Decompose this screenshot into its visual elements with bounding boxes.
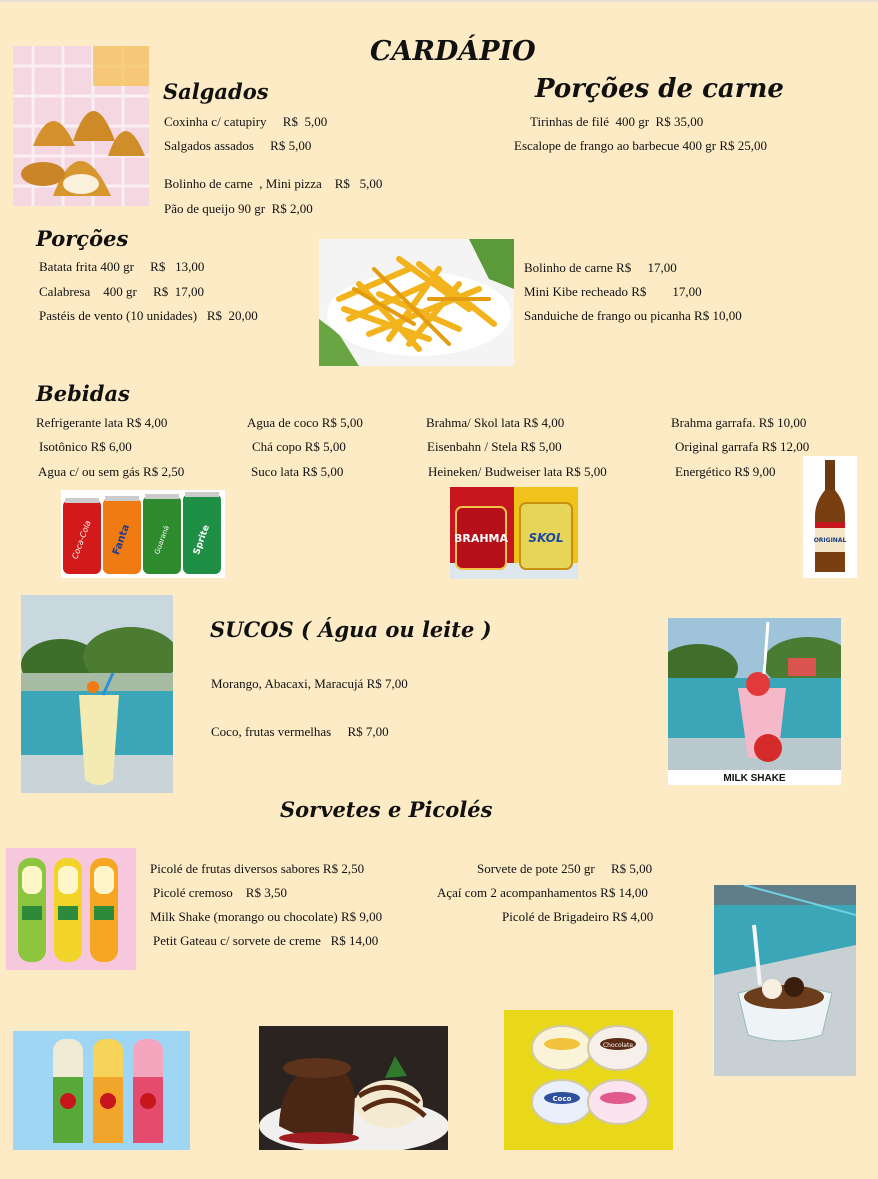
salgados-item: Bolinho de carne , Mini pizza R$ 5,00 xyxy=(164,176,383,191)
popsicles-pink-image xyxy=(6,848,136,970)
beer-cans-image xyxy=(450,487,578,579)
salgados-item: Coxinha c/ catupiry R$ 5,00 xyxy=(164,114,328,129)
sucos-item: Morango, Abacaxi, Maracujá R$ 7,00 xyxy=(211,676,408,691)
pot-label-coco: Coco xyxy=(552,1095,572,1103)
popsicles-blue-image xyxy=(13,1031,190,1150)
can-label-sprite: Sprite xyxy=(192,523,212,557)
beer-bottle-image xyxy=(803,456,857,578)
bebidas-item: Eisenbahn / Stela R$ 5,00 xyxy=(427,439,562,454)
porcoes-item: Mini Kibe recheado R$ 17,00 xyxy=(524,284,702,299)
can-label-coca: Coca-Cola xyxy=(70,519,93,561)
bottle-label: ORIGINAL xyxy=(813,537,847,544)
sorvetes-heading: Sorvetes e Picolés xyxy=(280,797,493,822)
milkshake-image xyxy=(668,618,841,785)
beer-label-skol: SKOL xyxy=(528,531,564,545)
porcoes-item: Sanduiche de frango ou picanha R$ 10,00 xyxy=(524,308,742,323)
can-label-guarana: Guaraná xyxy=(153,524,171,556)
salgados-item: Pão de queijo 90 gr R$ 2,00 xyxy=(164,201,313,216)
sorvetes-item: Petit Gateau c/ sorvete de creme R$ 14,00 xyxy=(153,933,379,948)
beer-label-brahma: BRAHMA xyxy=(453,532,509,545)
milkshake-caption: MILK SHAKE xyxy=(723,773,786,784)
bebidas-item: Heineken/ Budweiser lata R$ 5,00 xyxy=(428,464,607,479)
bebidas-item: Refrigerante lata R$ 4,00 xyxy=(36,415,168,430)
porcoes-item: Bolinho de carne R$ 17,00 xyxy=(524,260,677,275)
soda-cans-image xyxy=(61,490,225,578)
top-border xyxy=(0,0,878,2)
bebidas-item: Suco lata R$ 5,00 xyxy=(251,464,344,479)
sorvetes-item: Picolé de frutas diversos sabores R$ 2,50 xyxy=(150,861,365,876)
sorvetes-item: Sorvete de pote 250 gr R$ 5,00 xyxy=(477,861,653,876)
ice-cream-pots-image xyxy=(504,1010,673,1150)
sorvetes-item: Picolé de Brigadeiro R$ 4,00 xyxy=(502,909,654,924)
salgados-item: Salgados assados R$ 5,00 xyxy=(164,138,312,153)
porcoes-item: Calabresa 400 gr R$ 17,00 xyxy=(39,284,205,299)
petit-gateau-image xyxy=(259,1026,448,1150)
bebidas-item: Brahma/ Skol lata R$ 4,00 xyxy=(426,415,565,430)
pot-label-chocolate: Chocolate xyxy=(602,1042,634,1049)
porcoes-item: Pastéis de vento (10 unidades) R$ 20,00 xyxy=(39,308,258,323)
porcoes-carne-heading: Porções de carne xyxy=(535,74,784,104)
sorvetes-item: Picolé cremoso R$ 3,50 xyxy=(153,885,287,900)
sorvetes-item: Milk Shake (morango ou chocolate) R$ 9,00 xyxy=(150,909,383,924)
sucos-heading: SUCOS ( Água ou leite ) xyxy=(210,617,492,642)
pool-smoothie-image xyxy=(21,595,173,793)
bebidas-item: Energético R$ 9,00 xyxy=(675,464,776,479)
bebidas-item: Chá copo R$ 5,00 xyxy=(252,439,346,454)
bebidas-item: Isotônico R$ 6,00 xyxy=(39,439,132,454)
porcoes-heading: Porções xyxy=(36,226,129,251)
salgados-heading: Salgados xyxy=(163,79,269,104)
porcoes-carne-item: Tirinhas de filé 400 gr R$ 35,00 xyxy=(530,114,704,129)
coxinha-image xyxy=(13,46,149,206)
porcoes-item: Batata frita 400 gr R$ 13,00 xyxy=(39,259,205,274)
bebidas-item: Agua de coco R$ 5,00 xyxy=(247,415,363,430)
fries-image xyxy=(319,239,514,366)
bebidas-item: Agua c/ ou sem gás R$ 2,50 xyxy=(38,464,185,479)
sundae-pool-image xyxy=(714,885,856,1076)
can-label-fanta: Fanta xyxy=(110,523,133,557)
bebidas-heading: Bebidas xyxy=(36,381,130,406)
bebidas-item: Original garrafa R$ 12,00 xyxy=(675,439,810,454)
porcoes-carne-item: Escalope de frango ao barbecue 400 gr R$ 25,00 xyxy=(514,138,768,153)
sorvetes-item: Açaí com 2 acompanhamentos R$ 14,00 xyxy=(437,885,648,900)
sucos-item: Coco, frutas vermelhas R$ 7,00 xyxy=(211,724,389,739)
menu-title: CARDÁPIO xyxy=(370,36,536,67)
bebidas-item: Brahma garrafa. R$ 10,00 xyxy=(671,415,807,430)
